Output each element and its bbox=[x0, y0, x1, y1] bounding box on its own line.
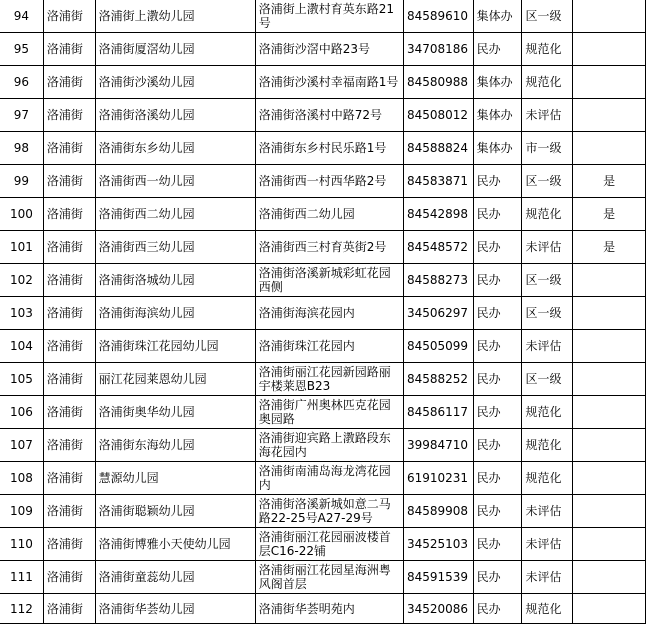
flag-cell: 是 bbox=[573, 231, 646, 264]
address-cell: 洛浦街珠江花园内 bbox=[255, 330, 403, 363]
phone-cell: 39984710 bbox=[403, 429, 473, 462]
row-number: 108 bbox=[0, 462, 43, 495]
ownership-type-cell: 民办 bbox=[473, 297, 522, 330]
kindergarten-name-cell: 洛浦街聪颖幼儿园 bbox=[95, 495, 255, 528]
row-number: 97 bbox=[0, 99, 43, 132]
row-number: 110 bbox=[0, 528, 43, 561]
address-cell: 洛浦街丽江花园丽波楼首层C16-22铺 bbox=[255, 528, 403, 561]
flag-cell: 是 bbox=[573, 165, 646, 198]
table-row bbox=[0, 99, 646, 132]
address-cell: 洛浦街东乡村民乐路1号 bbox=[255, 132, 403, 165]
street-cell: 洛浦街 bbox=[43, 99, 95, 132]
table-row bbox=[0, 66, 646, 99]
row-number: 101 bbox=[0, 231, 43, 264]
street-cell: 洛浦街 bbox=[43, 297, 95, 330]
grade-cell: 规范化 bbox=[522, 462, 573, 495]
phone-cell: 84589610 bbox=[403, 0, 473, 33]
table-row bbox=[0, 528, 646, 561]
table-row bbox=[0, 363, 646, 396]
flag-cell bbox=[573, 99, 646, 132]
kindergarten-name-cell: 洛浦街童蕊幼儿园 bbox=[95, 561, 255, 594]
ownership-type-cell: 民办 bbox=[473, 231, 522, 264]
grade-cell: 区一级 bbox=[522, 264, 573, 297]
flag-cell bbox=[573, 66, 646, 99]
flag-cell bbox=[573, 330, 646, 363]
street-cell: 洛浦街 bbox=[43, 561, 95, 594]
phone-cell: 84542898 bbox=[403, 198, 473, 231]
row-number: 100 bbox=[0, 198, 43, 231]
grade-cell: 区一级 bbox=[522, 165, 573, 198]
ownership-type-cell: 集体办 bbox=[473, 0, 522, 33]
table-row bbox=[0, 330, 646, 363]
flag-cell bbox=[573, 396, 646, 429]
table-row bbox=[0, 33, 646, 66]
street-cell: 洛浦街 bbox=[43, 231, 95, 264]
kindergarten-name-cell: 洛浦街珠江花园幼儿园 bbox=[95, 330, 255, 363]
address-cell: 洛浦街西三村育英街2号 bbox=[255, 231, 403, 264]
grade-cell: 未评估 bbox=[522, 231, 573, 264]
kindergarten-name-cell: 洛浦街厦滘幼儿园 bbox=[95, 33, 255, 66]
ownership-type-cell: 民办 bbox=[473, 429, 522, 462]
kindergarten-name-cell: 洛浦街西一幼儿园 bbox=[95, 165, 255, 198]
kindergarten-name-cell: 洛浦街洛城幼儿园 bbox=[95, 264, 255, 297]
street-cell: 洛浦街 bbox=[43, 528, 95, 561]
table-row bbox=[0, 495, 646, 528]
address-cell: 洛浦街广州奥林匹克花园奥园路 bbox=[255, 396, 403, 429]
address-cell: 洛浦街丽江花园新园路丽宇楼莱恩B23 bbox=[255, 363, 403, 396]
ownership-type-cell: 民办 bbox=[473, 33, 522, 66]
row-number: 106 bbox=[0, 396, 43, 429]
street-cell: 洛浦街 bbox=[43, 594, 95, 624]
phone-cell: 84589908 bbox=[403, 495, 473, 528]
street-cell: 洛浦街 bbox=[43, 165, 95, 198]
ownership-type-cell: 民办 bbox=[473, 198, 522, 231]
phone-cell: 34506297 bbox=[403, 297, 473, 330]
street-cell: 洛浦街 bbox=[43, 429, 95, 462]
row-number: 107 bbox=[0, 429, 43, 462]
street-cell: 洛浦街 bbox=[43, 198, 95, 231]
flag-cell bbox=[573, 462, 646, 495]
kindergarten-name-cell: 洛浦街西三幼儿园 bbox=[95, 231, 255, 264]
ownership-type-cell: 民办 bbox=[473, 165, 522, 198]
flag-cell bbox=[573, 264, 646, 297]
grade-cell: 未评估 bbox=[522, 330, 573, 363]
ownership-type-cell: 集体办 bbox=[473, 132, 522, 165]
phone-cell: 84505099 bbox=[403, 330, 473, 363]
row-number: 102 bbox=[0, 264, 43, 297]
street-cell: 洛浦街 bbox=[43, 462, 95, 495]
grade-cell: 市一级 bbox=[522, 132, 573, 165]
grade-cell: 未评估 bbox=[522, 561, 573, 594]
address-cell: 洛浦街海滨花园内 bbox=[255, 297, 403, 330]
address-cell: 洛浦街西一村西华路2号 bbox=[255, 165, 403, 198]
flag-cell bbox=[573, 363, 646, 396]
table-row bbox=[0, 198, 646, 231]
table-row bbox=[0, 231, 646, 264]
kindergarten-name-cell: 洛浦街东海幼儿园 bbox=[95, 429, 255, 462]
grade-cell: 未评估 bbox=[522, 99, 573, 132]
table-row bbox=[0, 396, 646, 429]
ownership-type-cell: 民办 bbox=[473, 330, 522, 363]
grade-cell: 规范化 bbox=[522, 66, 573, 99]
phone-cell: 84591539 bbox=[403, 561, 473, 594]
phone-cell: 84586117 bbox=[403, 396, 473, 429]
address-cell: 洛浦街洛溪村中路72号 bbox=[255, 99, 403, 132]
table-row bbox=[0, 264, 646, 297]
grade-cell: 规范化 bbox=[522, 594, 573, 624]
flag-cell bbox=[573, 132, 646, 165]
street-cell: 洛浦街 bbox=[43, 396, 95, 429]
row-number: 111 bbox=[0, 561, 43, 594]
flag-cell bbox=[573, 561, 646, 594]
row-number: 94 bbox=[0, 0, 43, 33]
grade-cell: 区一级 bbox=[522, 363, 573, 396]
grade-cell: 未评估 bbox=[522, 495, 573, 528]
row-number: 105 bbox=[0, 363, 43, 396]
row-number: 104 bbox=[0, 330, 43, 363]
row-number: 95 bbox=[0, 33, 43, 66]
grade-cell: 区一级 bbox=[522, 0, 573, 33]
ownership-type-cell: 民办 bbox=[473, 495, 522, 528]
table-row bbox=[0, 297, 646, 330]
kindergarten-name-cell: 洛浦街华荟幼儿园 bbox=[95, 594, 255, 624]
grade-cell: 规范化 bbox=[522, 396, 573, 429]
phone-cell: 84588252 bbox=[403, 363, 473, 396]
ownership-type-cell: 集体办 bbox=[473, 66, 522, 99]
flag-cell bbox=[573, 528, 646, 561]
flag-cell bbox=[573, 495, 646, 528]
ownership-type-cell: 民办 bbox=[473, 363, 522, 396]
row-number: 96 bbox=[0, 66, 43, 99]
phone-cell: 84588273 bbox=[403, 264, 473, 297]
flag-cell bbox=[573, 297, 646, 330]
ownership-type-cell: 民办 bbox=[473, 528, 522, 561]
street-cell: 洛浦街 bbox=[43, 0, 95, 33]
phone-cell: 84548572 bbox=[403, 231, 473, 264]
flag-cell: 是 bbox=[573, 198, 646, 231]
flag-cell bbox=[573, 594, 646, 624]
table-row bbox=[0, 0, 646, 33]
kindergarten-name-cell: 洛浦街博雅小天使幼儿园 bbox=[95, 528, 255, 561]
table-row bbox=[0, 594, 646, 624]
street-cell: 洛浦街 bbox=[43, 33, 95, 66]
table-row bbox=[0, 462, 646, 495]
phone-cell: 34520086 bbox=[403, 594, 473, 624]
grade-cell: 规范化 bbox=[522, 33, 573, 66]
row-number: 99 bbox=[0, 165, 43, 198]
grade-cell: 未评估 bbox=[522, 528, 573, 561]
ownership-type-cell: 集体办 bbox=[473, 99, 522, 132]
address-cell: 洛浦街洛溪新城如意二马路22-25号A27-29号 bbox=[255, 495, 403, 528]
kindergarten-name-cell: 洛浦街海滨幼儿园 bbox=[95, 297, 255, 330]
kindergarten-name-cell: 洛浦街西二幼儿园 bbox=[95, 198, 255, 231]
table-row bbox=[0, 429, 646, 462]
kindergarten-name-cell: 洛浦街上漖幼儿园 bbox=[95, 0, 255, 33]
kindergarten-name-cell: 慧源幼儿园 bbox=[95, 462, 255, 495]
table-row bbox=[0, 561, 646, 594]
phone-cell: 84588824 bbox=[403, 132, 473, 165]
flag-cell bbox=[573, 0, 646, 33]
kindergarten-name-cell: 洛浦街沙溪幼儿园 bbox=[95, 66, 255, 99]
row-number: 109 bbox=[0, 495, 43, 528]
ownership-type-cell: 民办 bbox=[473, 594, 522, 624]
address-cell: 洛浦街丽江花园星海洲粤风阁首层 bbox=[255, 561, 403, 594]
address-cell: 洛浦街上漖村育英东路21号 bbox=[255, 0, 403, 33]
row-number: 103 bbox=[0, 297, 43, 330]
flag-cell bbox=[573, 33, 646, 66]
ownership-type-cell: 民办 bbox=[473, 264, 522, 297]
kindergarten-name-cell: 洛浦街奥华幼儿园 bbox=[95, 396, 255, 429]
row-number: 112 bbox=[0, 594, 43, 624]
address-cell: 洛浦街南浦岛海龙湾花园内 bbox=[255, 462, 403, 495]
address-cell: 洛浦街洛溪新城彩虹花园西侧 bbox=[255, 264, 403, 297]
address-cell: 洛浦街沙溪村幸福南路1号 bbox=[255, 66, 403, 99]
table-row bbox=[0, 132, 646, 165]
kindergarten-name-cell: 洛浦街东乡幼儿园 bbox=[95, 132, 255, 165]
address-cell: 洛浦街华荟明苑内 bbox=[255, 594, 403, 624]
phone-cell: 34708186 bbox=[403, 33, 473, 66]
phone-cell: 61910231 bbox=[403, 462, 473, 495]
street-cell: 洛浦街 bbox=[43, 330, 95, 363]
street-cell: 洛浦街 bbox=[43, 66, 95, 99]
phone-cell: 34525103 bbox=[403, 528, 473, 561]
address-cell: 洛浦街西二幼儿园 bbox=[255, 198, 403, 231]
phone-cell: 84583871 bbox=[403, 165, 473, 198]
grade-cell: 规范化 bbox=[522, 429, 573, 462]
phone-cell: 84508012 bbox=[403, 99, 473, 132]
phone-cell: 84580988 bbox=[403, 66, 473, 99]
grade-cell: 规范化 bbox=[522, 198, 573, 231]
ownership-type-cell: 民办 bbox=[473, 561, 522, 594]
kindergarten-name-cell: 洛浦街洛溪幼儿园 bbox=[95, 99, 255, 132]
ownership-type-cell: 民办 bbox=[473, 462, 522, 495]
address-cell: 洛浦街迎宾路上漖路段东海花园内 bbox=[255, 429, 403, 462]
street-cell: 洛浦街 bbox=[43, 495, 95, 528]
ownership-type-cell: 民办 bbox=[473, 396, 522, 429]
street-cell: 洛浦街 bbox=[43, 363, 95, 396]
grade-cell: 区一级 bbox=[522, 297, 573, 330]
address-cell: 洛浦街沙滘中路23号 bbox=[255, 33, 403, 66]
row-number: 98 bbox=[0, 132, 43, 165]
table-row bbox=[0, 165, 646, 198]
kindergarten-name-cell: 丽江花园莱恩幼儿园 bbox=[95, 363, 255, 396]
street-cell: 洛浦街 bbox=[43, 132, 95, 165]
flag-cell bbox=[573, 429, 646, 462]
street-cell: 洛浦街 bbox=[43, 264, 95, 297]
